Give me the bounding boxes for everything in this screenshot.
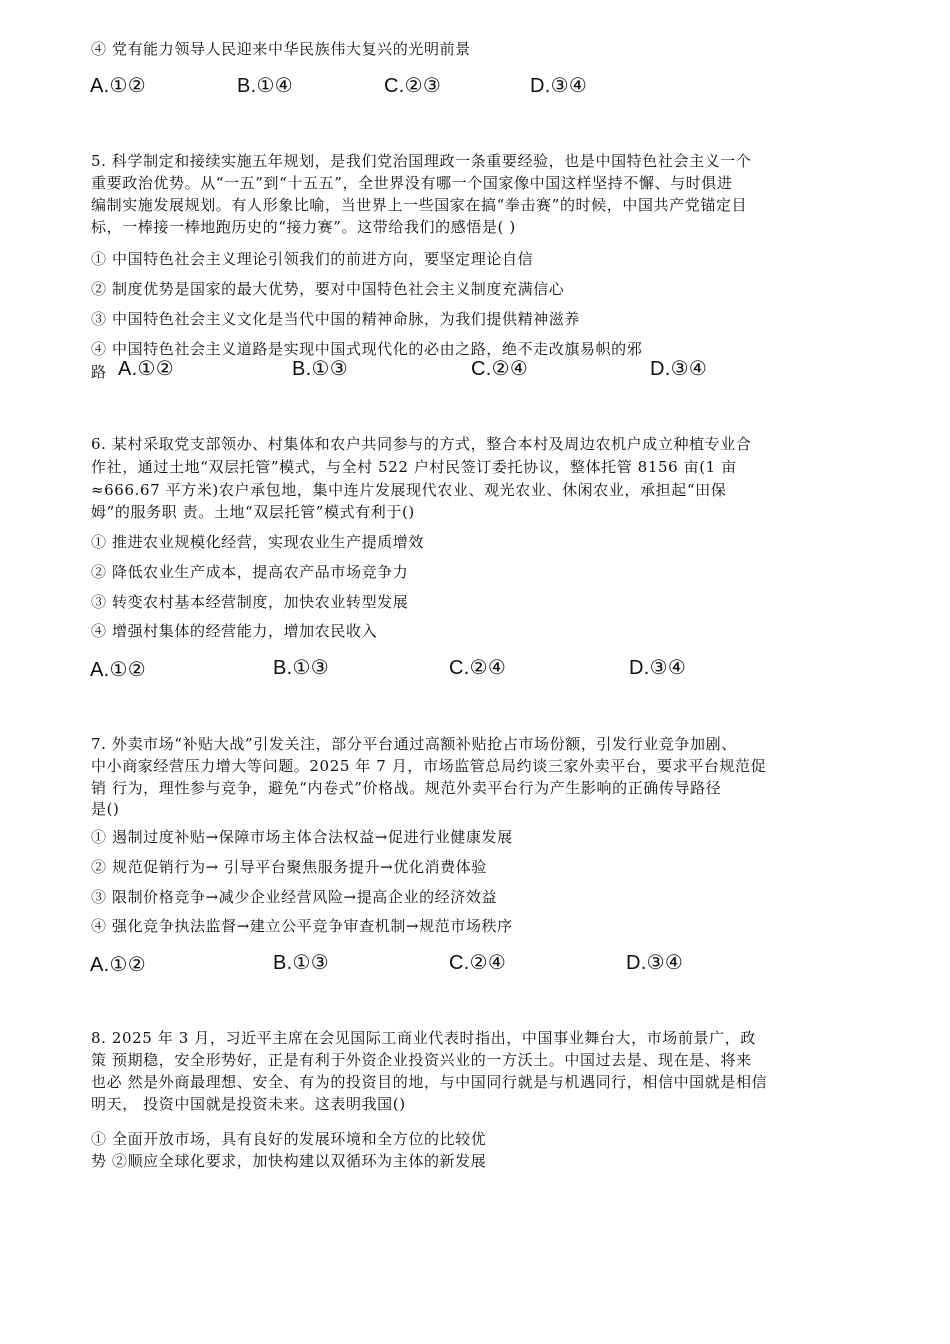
q5-option-c[interactable]: C.②④ xyxy=(471,358,529,380)
q7-item-2: ② 规范促销行为→ 引导平台聚焦服务提升→优化消费体验 xyxy=(91,858,487,876)
q6-stem-line-4: 姆”的服务职 责。土地“双层托管”模式有利于() xyxy=(91,503,415,521)
q6-option-b[interactable]: B.①③ xyxy=(273,657,329,679)
q5-option-b[interactable]: B.①③ xyxy=(292,358,348,380)
q7-option-c[interactable]: C.②④ xyxy=(449,952,507,974)
q7-item-4: ④ 强化竞争执法监督→建立公平竞争审查机制→规范市场秩序 xyxy=(91,917,513,935)
q6-item-4: ④ 增强村集体的经营能力，增加农民收入 xyxy=(91,622,378,640)
q7-stem-line-3: 销 行为，理性参与竞争，避免“内卷式”价格战。规范外卖平台行为产生影响的正确传导路径 xyxy=(91,779,722,797)
q7-stem-line-1: 7. 外卖市场“补贴大战”引发关注，部分平台通过高额补贴抢占市场份额，引发行业竞争加剧、 xyxy=(91,735,737,753)
q5-stem-line-4: 标，一棒接一棒地跑历史的“接力赛”。这带给我们的感悟是( ) xyxy=(91,218,516,236)
q7-item-1: ① 遏制过度补贴→保障市场主体合法权益→促进行业健康发展 xyxy=(91,828,513,846)
q6-option-d[interactable]: D.③④ xyxy=(629,657,687,679)
q5-item-4: ④ 中国特色社会主义道路是实现中国式现代化的必由之路，绝不走改旗易帜的邪 xyxy=(91,340,643,358)
q8-stem-line-3: 也必 然是外商最理想、安全、有为的投资目的地，与中国同行就是与机遇同行，相信中国就是相信 xyxy=(91,1073,768,1091)
q4-option-d[interactable]: D.③④ xyxy=(530,75,588,97)
q7-item-3: ③ 限制价格竞争→减少企业经营风险→提高企业的经济效益 xyxy=(91,888,498,906)
q6-stem-line-2: 作社，通过土地“双层托管”模式，与全村 522 户村民签订委托协议，整体托管 8156 亩(1 亩 xyxy=(91,458,737,476)
q5-item-2: ② 制度优势是国家的最大优势，要对中国特色社会主义制度充满信心 xyxy=(91,280,565,298)
q4-option-a[interactable]: A.①② xyxy=(90,75,146,97)
q6-stem-line-1: 6. 某村采取党支部领办、村集体和农户共同参与的方式，整合本村及周边农机户成立种植专业合 xyxy=(91,435,752,453)
q6-item-2: ② 降低农业生产成本，提高农产品市场竞争力 xyxy=(91,563,409,581)
q8-stem-line-4: 明天， 投资中国就是投资未来。这表明我国() xyxy=(91,1095,406,1113)
q5-stem-line-1: 5. 科学制定和接续实施五年规划，是我们党治国理政一条重要经验，也是中国特色社会主义一个 xyxy=(91,152,752,170)
q6-item-1: ① 推进农业规模化经营，实现农业生产提质增效 xyxy=(91,533,424,551)
q6-item-3: ③ 转变农村基本经营制度，加快农业转型发展 xyxy=(91,593,409,611)
q7-stem-line-4: 是() xyxy=(91,800,120,818)
q5-option-a[interactable]: A.①② xyxy=(118,358,174,380)
q5-option-d[interactable]: D.③④ xyxy=(650,358,708,380)
q8-item-2: 势 ②顺应全球化要求，加快构建以双循环为主体的新发展 xyxy=(91,1152,487,1170)
q5-item-1: ① 中国特色社会主义理论引领我们的前进方向，要坚定理论自信 xyxy=(91,250,534,268)
q8-item-1: ① 全面开放市场，具有良好的发展环境和全方位的比较优 xyxy=(91,1130,487,1148)
q4-option-c[interactable]: C.②③ xyxy=(384,75,442,97)
q7-stem-line-2: 中小商家经营压力增大等问题。2025 年 7 月，市场监管总局约谈三家外卖平台，要求平台规范促 xyxy=(91,757,767,775)
q5-stem-line-3: 编制实施发展规划。有人形象比喻，当世界上一些国家在搞“拳击赛”的时候，中国共产党锚定目 xyxy=(91,196,748,214)
q4-option-b[interactable]: B.①④ xyxy=(237,75,293,97)
q7-option-a[interactable]: A.①② xyxy=(90,954,146,976)
q4-item-4: ④ 党有能力领导人民迎来中华民族伟大复兴的光明前景 xyxy=(91,40,471,58)
q5-item-4-wrap: 路 xyxy=(91,363,107,381)
q7-option-b[interactable]: B.①③ xyxy=(273,952,329,974)
q7-option-d[interactable]: D.③④ xyxy=(626,952,684,974)
q6-stem-line-3: ≈666.67 平方米)农户承包地，集中连片发展现代农业、观光农业、休闲农业，承担起“田保 xyxy=(91,481,727,499)
q6-option-c[interactable]: C.②④ xyxy=(449,657,507,679)
q5-item-3: ③ 中国特色社会主义文化是当代中国的精神命脉，为我们提供精神滋养 xyxy=(91,310,580,328)
q5-stem-line-2: 重要政治优势。从“一五”到“十五五”，全世界没有哪一个国家像中国这样坚持不懈、与时俱进 xyxy=(91,174,733,192)
q6-option-a[interactable]: A.①② xyxy=(90,659,146,681)
q8-stem-line-2: 策 预期稳，安全形势好，正是有利于外资企业投资兴业的一方沃土。中国过去是、现在是、将来 xyxy=(91,1051,752,1069)
q8-stem-line-1: 8. 2025 年 3 月，习近平主席在会见国际工商业代表时指出，中国事业舞台大，市场前景广，政 xyxy=(91,1029,756,1047)
